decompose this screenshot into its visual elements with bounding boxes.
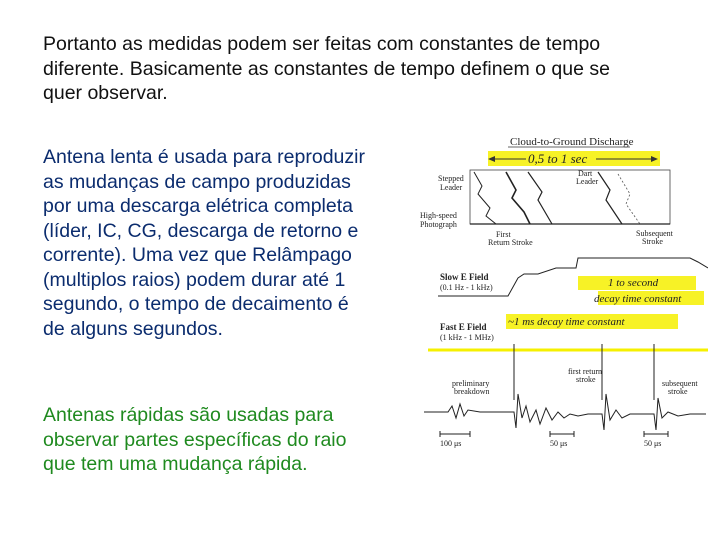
text-line: observar partes específicas do raio <box>43 428 347 451</box>
label-subsequent-fast-2: stroke <box>668 387 688 396</box>
text-line: Portanto as medidas podem ser feitas com constantes de tempo <box>43 33 601 55</box>
fast-field-waveform <box>424 394 706 430</box>
text-line: Antenas rápidas são usadas para <box>43 404 334 426</box>
label-breakdown: breakdown <box>454 387 490 396</box>
subsequent-trace <box>598 172 622 224</box>
label-photograph: Photograph <box>420 220 457 229</box>
text-line: de alguns segundos. <box>43 317 223 340</box>
lightning-field-figure <box>418 128 708 448</box>
scale-label-3: 50 μs <box>644 439 662 448</box>
text-line: quer observar. <box>43 82 168 104</box>
label-slow-field: Slow E Field <box>440 272 489 282</box>
text-line: Antena lenta é usada para reproduzir <box>43 146 365 168</box>
label-fast-field: Fast E Field <box>440 322 487 332</box>
label-preliminary: preliminary <box>452 379 490 388</box>
photograph-frame <box>470 170 670 224</box>
label-fast-band: (1 kHz - 1 MHz) <box>440 333 494 342</box>
label-return-stroke: Return Stroke <box>488 238 533 247</box>
scale-label-1: 100 μs <box>440 439 462 448</box>
figure-title: Cloud-to-Ground Discharge <box>510 136 634 148</box>
text-line: por uma descarga elétrica completa <box>43 195 353 217</box>
label-subsequent-fast: subsequent <box>662 379 698 388</box>
label-first-return-stroke: first return <box>568 367 602 376</box>
scale-label-2: 50 μs <box>550 439 568 448</box>
fast-antenna-paragraph <box>43 403 347 477</box>
slow-antenna-paragraph <box>43 145 365 341</box>
annotation-duration: 0,5 to 1 sec <box>528 151 588 166</box>
text-line: que tem uma mudança rápida. <box>43 453 308 475</box>
label-first-return-stroke-2: stroke <box>576 375 596 384</box>
label-dart-leader: Leader <box>576 177 599 186</box>
label-stroke: Stroke <box>642 237 663 246</box>
text-line: segundo, o tempo de decaimento é <box>43 293 349 315</box>
label-first: First <box>496 230 511 239</box>
text-line: as mudanças de campo produzidas <box>43 170 351 193</box>
text-line: (líder, IC, CG, descarga de retorno e <box>43 219 359 242</box>
label-stepped: Stepped <box>438 174 464 183</box>
leader-trace <box>474 172 496 224</box>
label-dart: Dart <box>578 169 593 178</box>
label-slow-band: (0.1 Hz - 1 kHz) <box>440 283 493 292</box>
subsequent-trace-2 <box>618 174 640 224</box>
label-leader: Leader <box>440 183 463 192</box>
text-line: diferente. Basicamente as constantes de tempo definem o que se <box>43 57 610 80</box>
text-line: corrente). Uma vez que Relâmpago <box>43 244 352 266</box>
annotation-slow-1: 1 to second <box>608 277 659 289</box>
label-high-speed: High-speed <box>420 211 457 220</box>
return-stroke-trace <box>506 172 530 224</box>
intro-paragraph <box>43 32 610 106</box>
dart-trace <box>528 172 552 224</box>
label-subsequent: Subsequent <box>636 229 673 238</box>
text-line: (multiplos raios) podem durar até 1 <box>43 268 346 291</box>
annotation-fast: ~1 ms decay time constant <box>508 316 625 328</box>
annotation-slow-2: decay time constant <box>594 293 682 305</box>
